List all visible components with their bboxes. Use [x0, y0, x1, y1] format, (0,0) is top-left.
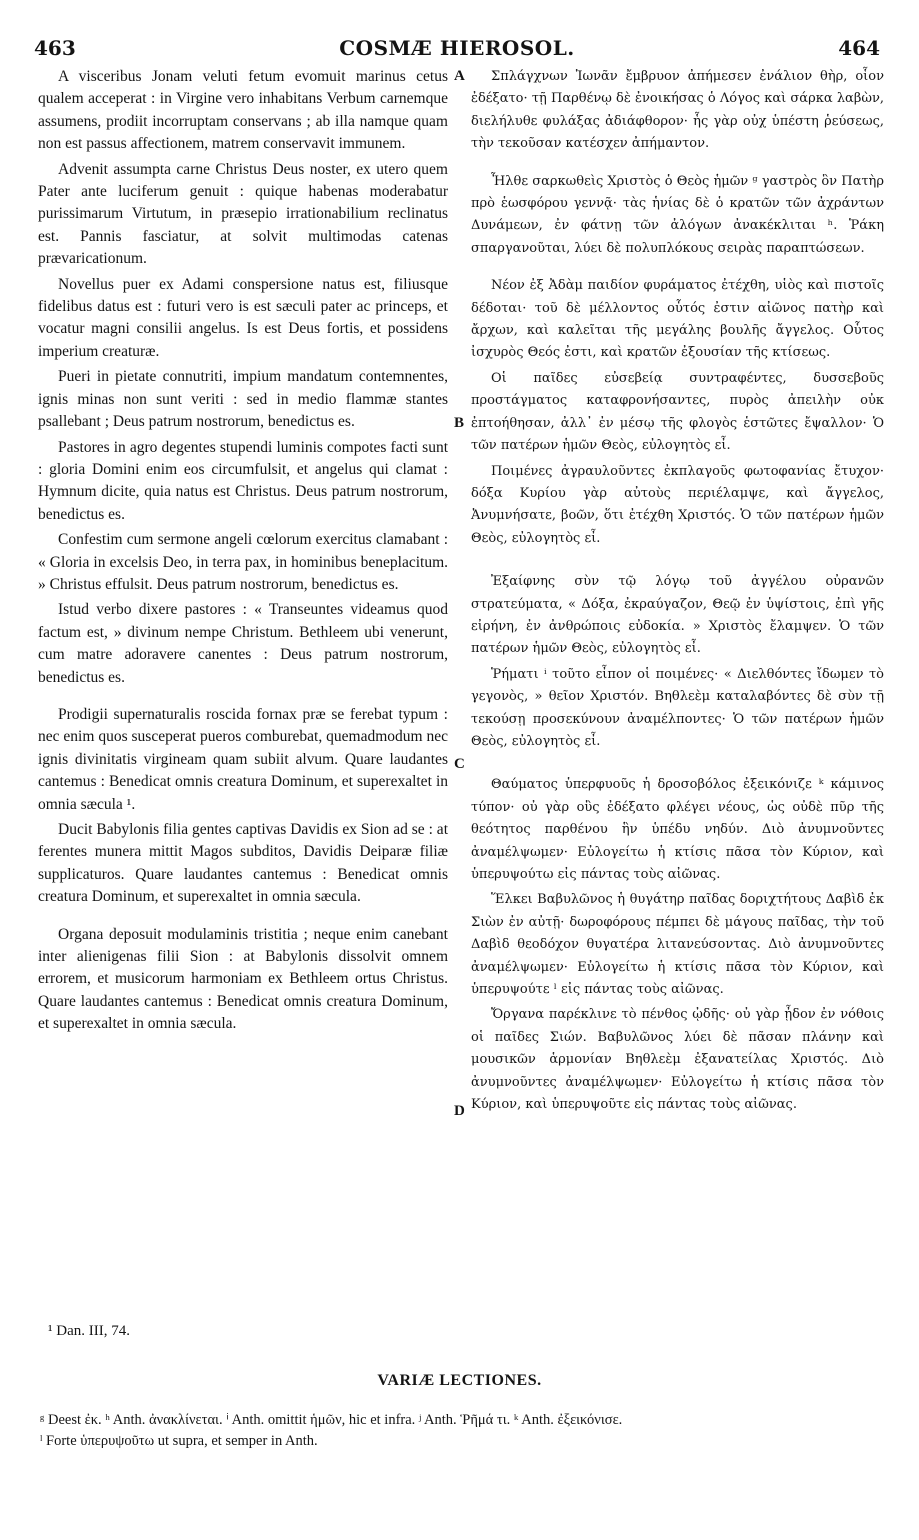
greek-paragraph: Ποιμένες ἀγραυλοῦντες ἐκπλαγοῦς φωτοφανίας ἔτυχον· δόξα Κυρίου γὰρ αὐτοὺς περιέλαμψε, καὶ ἄγγελος, Ἀνυμνήσατε, βοῶν, ὅτι ἐτέχθη Χριστός. Ὁ τῶν πατέρων ἡμῶν Θεὸς, εὐλογητὸς εἶ.	[471, 463, 884, 546]
greek-paragraph: Οἱ παῖδες εὐσεβείᾳ συντραφέντες, δυσσεβοῦς προστάγματος καταφρονήσαντες, πυρὸς ἀπειλὴν οὐκ ἐπτοήθησαν, ἀλλ᾽ ἐν μέσῳ τῆς φλογὸς ἑστῶτες ἔψαλλον· Ὁ τῶν πατέρων ἡμῶν Θεὸς, εὐλογητὸς εἶ.	[471, 370, 884, 454]
greek-paragraph: Ὄργανα παρέκλινε τὸ πένθος ᾠδῆς· οὐ γὰρ ᾖδον ἐν νόθοις οἱ παῖδες Σιών. Βαβυλῶνος λύει δὲ πᾶσαν πλάνην καὶ μουσικῶν ἁρμονίαν Βηθλεὲμ ἐξανατείλας Χριστός. Διὸ ἀνυμνοῦντες ἀναμέλψωμεν· Εὐλογείτω ἡ κτίσις πᾶσα τὸν Κύριον, καὶ ὑπερυψοῦτε εἰς πάντας τοὺς αἰῶνας.	[471, 1007, 884, 1113]
greek-paragraph: Ῥήματι ⁱ τοῦτο εἶπον οἱ ποιμένες· « Διελθόντες ἴδωμεν τὸ γεγονὸς, » θεῖον Χριστόν. Βηθλεὲμ καταλαβόντες δὲ σὺν τῇ τεκούσῃ προσεκύνουν ἀναμέλποντες· Ὁ τῶν πατέρων ἡμῶν Θεὸς, εὐλογητὸς εἶ.	[471, 666, 884, 749]
greek-paragraph: Θαύματος ὑπερφυοῦς ἡ δροσοβόλος ἐξεικόνιζε ᵏ κάμινος τύπον· οὐ γὰρ οὓς ἐδέξατο φλέγει νέους, ὡς οὐδὲ πῦρ τῆς θεότητος παρθένου ἣν ὑπέδυ νηδύν. Διὸ ἀνυμνοῦντες ἀναμέλψωμεν· Εὐλογείτω ἡ κτίσις πᾶσα τὸν Κύριον, καὶ ὑπερυψούτω εἰς πάντας τοὺς αἰῶνας.	[471, 777, 884, 882]
page-number-left: 463	[34, 36, 76, 60]
page-header	[34, 36, 880, 66]
latin-paragraph: Ducit Babylonis filia gentes captivas Davidis ex Sion ad se : at ferentes munera mittit Magos subditos, Davidis Deiparæ filiæ supplicaturos. Quare laudantes cantemus : Benedicat omnis creatura Dominum, et superexaltet in omnia sæcula.	[38, 821, 448, 906]
latin-paragraph: A visceribus Jonam veluti fetum evomuit marinus cetus qualem acceperat : in Virgine vero inhabitans Verbum carnemque assumens, prodiit incorruptam conservans ; ab illa namque quam non est passus affectionem, matrem conservavit immunem.	[38, 68, 448, 153]
greek-paragraph: Σπλάγχνων Ἰωνᾶν ἔμβρυον ἀπήμεσεν ἐνάλιον θὴρ, οἷον ἐδέξατο· τῇ Παρθένῳ δὲ ἐνοικήσας ὁ Λόγος καὶ σάρκα λαβὼν, διελήλυθε φυλάξας ἀδιάφθορον· ἧς γὰρ οὐχ ὑπέστη ῥεύσεως, τὴν τεκοῦσαν κατέσχεν ἀπήμαντον.	[471, 69, 884, 152]
variae-lectiones-title: VARIÆ LECTIONES.	[377, 1372, 542, 1389]
section-marker-c: C	[454, 756, 465, 772]
latin-column	[38, 66, 448, 1039]
variant-readings-line: ᵍ Deest ἐκ. ʰ Anth. ἀνακλίνεται. ⁱ Anth. omittit ἡμῶν, hic et infra. ʲ Anth. Ῥῆμά τι. ᵏ Anth. ἐξεικόνισε.	[40, 1412, 623, 1428]
latin-paragraph: Confestim cum sermone angeli cœlorum exercitus clamabant : « Gloria in excelsis Deo, in terra pax, in hominibus beneplacitum. » Christus effulsit. Deus patrum nostrorum, benedictus es.	[38, 531, 448, 593]
latin-paragraph: Istud verbo dixere pastores : « Transeuntes videamus quod factum est, » divinum nempe Christum. Bethleem ubi venerunt, cum matre adoravere canentes : Deus patrum nostrorum, benedictus es.	[38, 601, 448, 686]
variae-lectiones	[40, 1410, 885, 1452]
latin-paragraph: Pastores in agro degentes stupendi luminis compotes facti sunt : gloria Domini enim eos circumfulsit, et angelus qui clamat : Hymnum dicite, quia natus est Christus. Deus patrum nostrorum, benedictus es.	[38, 438, 448, 523]
latin-paragraph: Organa deposuit modulaminis tristitia ; neque enim canebant inter alienigenas filii Sion : at Babylonis dissolvit omnem errorem, et musicorum harmoniam ex Bethleem ortus Christus. Quare laudantes cantemus : Benedicat omnis creatura Dominum, et superexaltet in omnia sæcula.	[38, 925, 448, 1033]
section-marker-a: A	[454, 68, 465, 84]
greek-paragraph: Ἦλθε σαρκωθεὶς Χριστὸς ὁ Θεὸς ἡμῶν ᵍ γαστρὸς ὃν Πατὴρ πρὸ ἑωσφόρου γεννᾷ· τὰς ἡνίας δὲ ὁ κρατῶν τῶν ἀχράντων Δυνάμεων, ἐν φάτνῃ τῶν ἀλόγων ἀνακέκλιται ʰ. Ῥάκη σπαργανοῦται, λύει δὲ πολυπλόκους σειρὰς παραπτώσεων.	[471, 173, 884, 256]
section-marker-d: D	[454, 1103, 465, 1119]
greek-paragraph: Νέον ἐξ Ἀδὰμ παιδίον φυράματος ἐτέχθη, υἱὸς καὶ πιστοῖς δέδοται· τοῦ δὲ μέλλοντος οὗτός ἐστιν αἰῶνος πατὴρ καὶ ἄρχων, καὶ καλεῖται τῆς μεγάλης βουλῆς ἄγγελος. Οὗτος ἰσχυρὸς Θεός ἐστι, καὶ κρατῶν ἐξουσίαν τῆς κτίσεως.	[471, 278, 884, 361]
running-title: COSMÆ HIEROSOL.	[339, 36, 575, 60]
greek-column	[471, 66, 884, 1119]
latin-paragraph: Prodigii supernaturalis roscida fornax præ se ferebat typum : nec enim quos susceperat pueros comburebat, quemadmodum nec ignis divinitatis virgineam quam subiit alvum. Quare laudantes cantemus : Benedicat omnis creatura Dominum, et superexaltet in omnia sæcula ¹.	[38, 705, 448, 813]
latin-paragraph: Advenit assumpta carne Christus Deus noster, ex utero quem Pater ante luciferum genuit : quique habenas moderabatur purissimarum Virtutum, in præsepio irrationabilium reclinatus est. Pannis fasciatur, at solvit multimodas catenas prævaricationum.	[38, 160, 448, 268]
greek-paragraph: Ἕλκει Βαβυλῶνος ἡ θυγάτηρ παῖδας δοριχτήτους Δαβὶδ ἐκ Σιὼν ἐν αὐτῇ· δωροφόρους πέμπει δὲ μάγους παῖδας, τὴν τοῦ Δαβὶδ θεοδόχον θυγατέρα λιτανεύσοντας. Διὸ ἀνυμνοῦντες ἀναμέλψωμεν· Εὐλογείτω ἡ κτίσις πᾶσα τὸν Κύριον, καὶ ὑπερυψούτε ˡ εἰς πάντας τοὺς αἰῶνας.	[471, 892, 884, 998]
page-number-right: 464	[838, 36, 880, 60]
section-marker-b: B	[454, 415, 465, 431]
greek-paragraph: Ἐξαίφνης σὺν τῷ λόγῳ τοῦ ἀγγέλου οὐρανῶν στρατεύματα, « Δόξα, ἐκραύγαζον, Θεῷ ἐν ὑψίστοις, ἐπὶ γῆς εἰρήνη, ἐν ἀνθρώποις εὐδοκία. » Χριστὸς ἔλαμψεν. Ὁ τῶν πατέρων ἡμῶν Θεὸς, εὐλογητὸς εἶ.	[471, 574, 884, 657]
footnote: ¹ Dan. III, 74.	[48, 1323, 130, 1339]
latin-paragraph: Novellus puer ex Adami conspersione natus est, filiusque fidelibus datus est : futuri vero is est sæculi pater ac princeps, et vocatur magni consilii angelus. Is est Deus fortis, et possidens imperium creaturæ.	[38, 275, 448, 360]
latin-paragraph: Pueri in pietate connutriti, impium mandatum contemnentes, ignis minas non sunt veriti : sed in medio flammæ stantes psallebant ; Deus patrum nostrorum, benedictus es.	[38, 368, 448, 431]
variant-readings-line: ˡ Forte ὑπερυψοῦτω ut supra, et semper in Anth.	[40, 1433, 318, 1449]
